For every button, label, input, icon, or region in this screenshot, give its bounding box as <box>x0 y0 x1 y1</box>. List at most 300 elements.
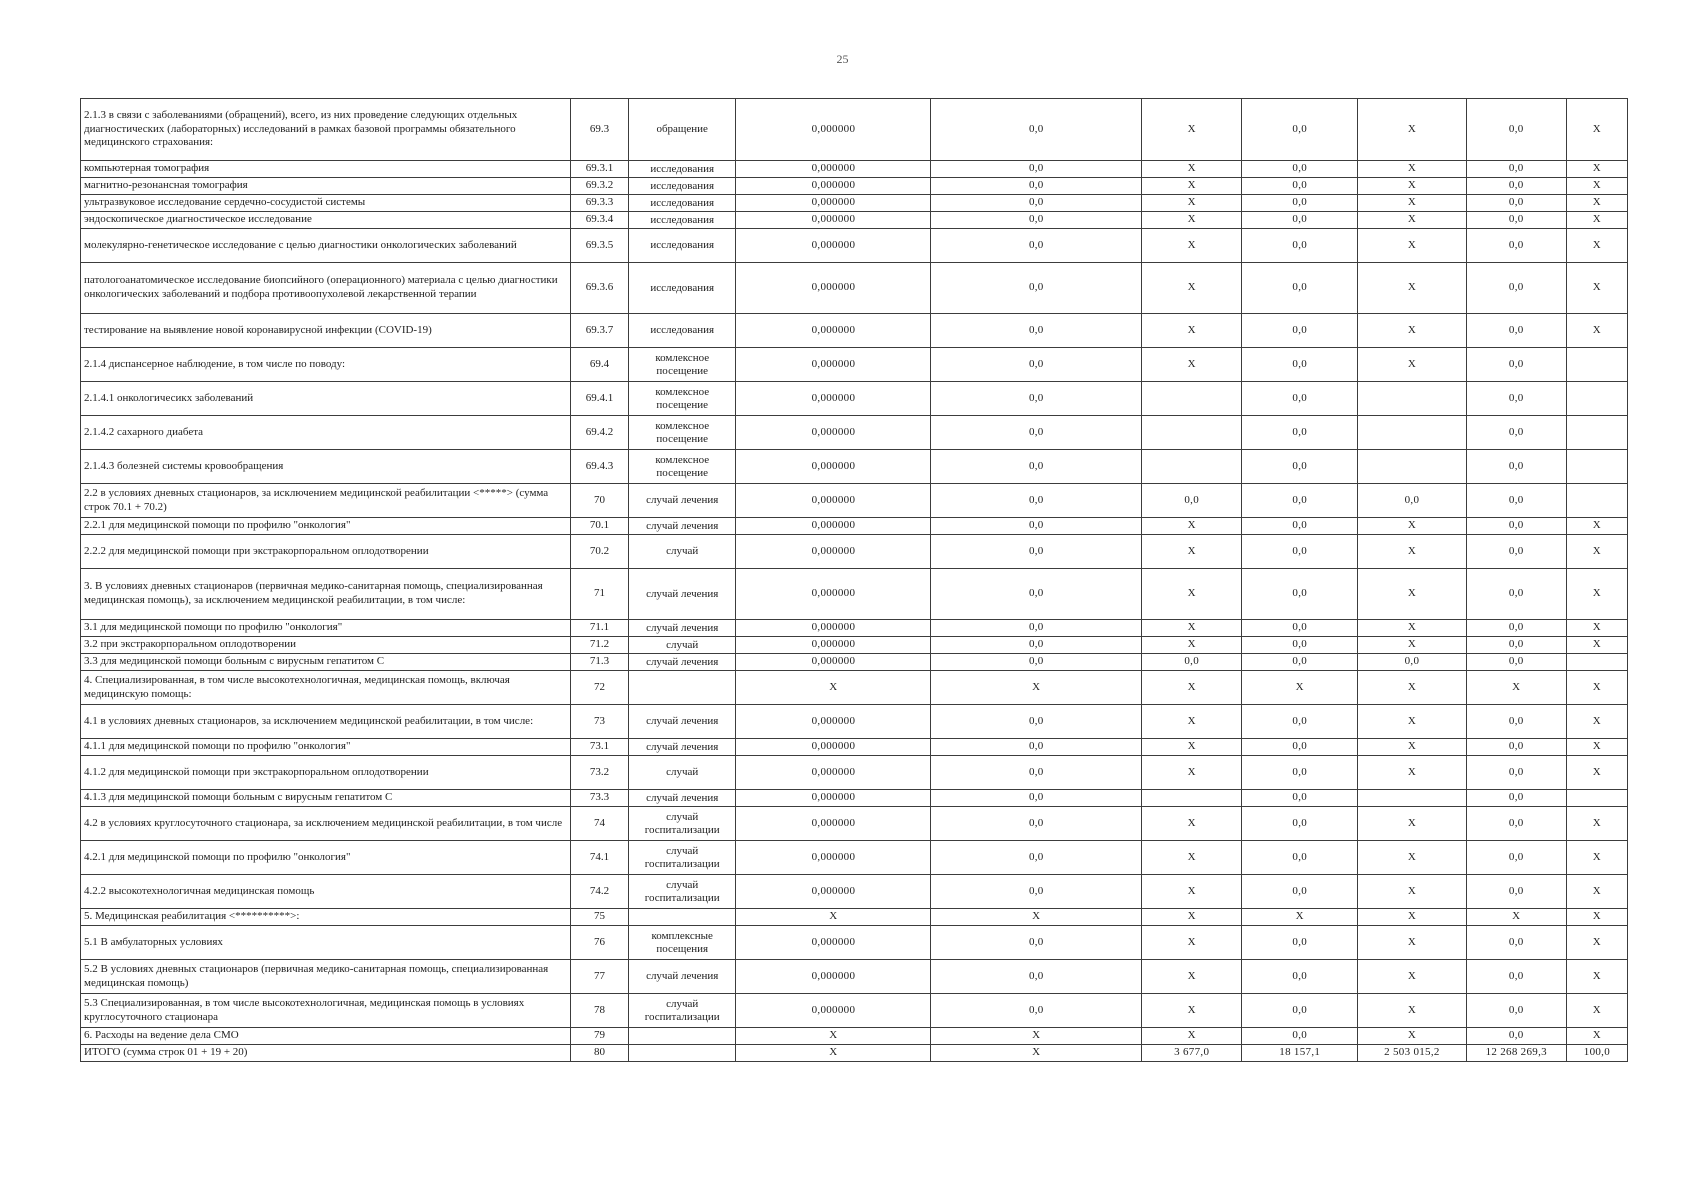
row-unit: случай лечения <box>628 705 735 739</box>
row-number: 71.3 <box>571 654 629 671</box>
cell-col-5: 2 503 015,2 <box>1358 1045 1467 1062</box>
cell-norm: 0,000000 <box>736 314 931 348</box>
cell-col-6: Х <box>1466 909 1566 926</box>
row-unit: случай лечения <box>628 484 735 518</box>
cell-col-2: 0,0 <box>931 637 1142 654</box>
table-row <box>81 416 1628 450</box>
table-row <box>81 807 1628 841</box>
cell-col-3: Х <box>1142 756 1242 790</box>
table-row <box>81 382 1628 416</box>
cell-col-3: Х <box>1142 705 1242 739</box>
cell-col-7: Х <box>1566 263 1627 314</box>
row-number: 78 <box>571 994 629 1028</box>
table-row <box>81 790 1628 807</box>
cell-col-2: 0,0 <box>931 960 1142 994</box>
cell-col-3 <box>1142 382 1242 416</box>
cell-col-3 <box>1142 416 1242 450</box>
cell-col-7: Х <box>1566 909 1627 926</box>
cell-norm: 0,000000 <box>736 382 931 416</box>
cell-col-3: Х <box>1142 875 1242 909</box>
cell-norm: 0,000000 <box>736 195 931 212</box>
cell-col-7: Х <box>1566 739 1627 756</box>
table-row <box>81 263 1628 314</box>
cell-col-3: Х <box>1142 960 1242 994</box>
table-row <box>81 654 1628 671</box>
cell-col-2: 0,0 <box>931 756 1142 790</box>
cell-col-7 <box>1566 790 1627 807</box>
cell-norm: Х <box>736 1045 931 1062</box>
cell-col-7: Х <box>1566 637 1627 654</box>
cell-col-6: 0,0 <box>1466 416 1566 450</box>
row-description: 2.2 в условиях дневных стационаров, за исключением медицинской реабилитации <*****> (сумма строк 70.1 + 70.2) <box>81 484 571 518</box>
cell-col-5: Х <box>1358 314 1467 348</box>
cell-col-7 <box>1566 416 1627 450</box>
row-description: 3. В условиях дневных стационаров (первичная медико-санитарная помощь, специализированная медицинская помощь), за исключением медицинской реабилитации, в том числе: <box>81 569 571 620</box>
cell-col-7 <box>1566 654 1627 671</box>
row-number: 69.4.3 <box>571 450 629 484</box>
cell-col-3: Х <box>1142 671 1242 705</box>
cell-col-5: Х <box>1358 161 1467 178</box>
cell-col-5: Х <box>1358 994 1467 1028</box>
cell-col-3: Х <box>1142 841 1242 875</box>
table-row <box>81 1028 1628 1045</box>
cell-col-2: 0,0 <box>931 229 1142 263</box>
cell-col-5: Х <box>1358 1028 1467 1045</box>
row-description: магнитно-резонансная томография <box>81 178 571 195</box>
cell-col-3 <box>1142 790 1242 807</box>
table-row <box>81 348 1628 382</box>
cell-col-3: Х <box>1142 99 1242 161</box>
cell-norm: 0,000000 <box>736 569 931 620</box>
cell-col-3: Х <box>1142 348 1242 382</box>
cell-norm: 0,000000 <box>736 841 931 875</box>
cell-col-5: Х <box>1358 518 1467 535</box>
cell-col-7: Х <box>1566 99 1627 161</box>
row-description: 5.2 В условиях дневных стационаров (первичная медико-санитарная помощь, специализированная медицинская помощь) <box>81 960 571 994</box>
cell-col-3: Х <box>1142 178 1242 195</box>
row-unit: случай госпитализации <box>628 841 735 875</box>
table-row <box>81 960 1628 994</box>
table-row <box>81 161 1628 178</box>
cell-col-4: 0,0 <box>1242 535 1358 569</box>
cell-col-2: 0,0 <box>931 875 1142 909</box>
cell-norm: 0,000000 <box>736 994 931 1028</box>
cell-col-6: 0,0 <box>1466 841 1566 875</box>
cell-norm: 0,000000 <box>736 654 931 671</box>
row-unit: исследования <box>628 195 735 212</box>
cell-col-3: Х <box>1142 637 1242 654</box>
cell-col-3: Х <box>1142 909 1242 926</box>
row-unit: случай госпитализации <box>628 875 735 909</box>
row-unit <box>628 1028 735 1045</box>
cell-col-7: 100,0 <box>1566 1045 1627 1062</box>
row-unit <box>628 1045 735 1062</box>
table-row <box>81 178 1628 195</box>
cell-col-3: Х <box>1142 569 1242 620</box>
row-description: 4.2 в условиях круглосуточного стационара, за исключением медицинской реабилитации, в том числе <box>81 807 571 841</box>
row-number: 73.2 <box>571 756 629 790</box>
table-row <box>81 314 1628 348</box>
cell-col-4: 0,0 <box>1242 212 1358 229</box>
row-description: 4. Специализированная, в том числе высокотехнологичная, медицинская помощь, включая медицинскую помощь: <box>81 671 571 705</box>
row-number: 69.3.7 <box>571 314 629 348</box>
row-description: 2.2.2 для медицинской помощи при экстракорпоральном оплодотворении <box>81 535 571 569</box>
table-row <box>81 99 1628 161</box>
row-unit: исследования <box>628 212 735 229</box>
row-unit: случай лечения <box>628 739 735 756</box>
table-row <box>81 1045 1628 1062</box>
cell-norm: 0,000000 <box>736 263 931 314</box>
row-unit: случай лечения <box>628 518 735 535</box>
cell-col-2: 0,0 <box>931 620 1142 637</box>
cell-col-5 <box>1358 790 1467 807</box>
cell-col-2: Х <box>931 1045 1142 1062</box>
cell-col-2: 0,0 <box>931 382 1142 416</box>
cell-col-2: 0,0 <box>931 926 1142 960</box>
table-row <box>81 756 1628 790</box>
cell-norm: 0,000000 <box>736 790 931 807</box>
cell-col-4: Х <box>1242 671 1358 705</box>
row-unit: случай лечения <box>628 654 735 671</box>
cell-col-5 <box>1358 450 1467 484</box>
cell-col-2: 0,0 <box>931 212 1142 229</box>
row-unit: случай госпитализации <box>628 994 735 1028</box>
cell-col-5: Х <box>1358 178 1467 195</box>
cell-col-2: Х <box>931 671 1142 705</box>
cell-col-5: Х <box>1358 212 1467 229</box>
cell-col-3: 0,0 <box>1142 484 1242 518</box>
table-row <box>81 637 1628 654</box>
row-number: 69.3.3 <box>571 195 629 212</box>
cell-col-5 <box>1358 382 1467 416</box>
cell-col-2: 0,0 <box>931 348 1142 382</box>
cell-col-4: 0,0 <box>1242 518 1358 535</box>
cell-col-3: Х <box>1142 1028 1242 1045</box>
cell-col-3: Х <box>1142 263 1242 314</box>
cell-col-2: 0,0 <box>931 654 1142 671</box>
cell-col-3: Х <box>1142 994 1242 1028</box>
cell-norm: 0,000000 <box>736 484 931 518</box>
table-body <box>81 99 1628 1062</box>
table-row <box>81 926 1628 960</box>
row-number: 70 <box>571 484 629 518</box>
cell-col-4: 0,0 <box>1242 178 1358 195</box>
row-number: 73 <box>571 705 629 739</box>
cell-col-3: Х <box>1142 739 1242 756</box>
row-description: 5.3 Специализированная, в том числе высокотехнологичная, медицинская помощь в условиях круглосуточного стационара <box>81 994 571 1028</box>
cell-col-4: 0,0 <box>1242 841 1358 875</box>
cell-col-4: 0,0 <box>1242 654 1358 671</box>
row-number: 69.3.4 <box>571 212 629 229</box>
cell-col-6: 0,0 <box>1466 637 1566 654</box>
cell-norm: 0,000000 <box>736 348 931 382</box>
cell-col-6: 0,0 <box>1466 229 1566 263</box>
cell-col-3: Х <box>1142 807 1242 841</box>
cell-col-4: 18 157,1 <box>1242 1045 1358 1062</box>
cell-col-7 <box>1566 484 1627 518</box>
cell-col-3: Х <box>1142 161 1242 178</box>
cell-norm: Х <box>736 909 931 926</box>
row-unit: случай <box>628 756 735 790</box>
cell-norm: Х <box>736 1028 931 1045</box>
cell-col-4: 0,0 <box>1242 195 1358 212</box>
row-description: 4.1.3 для медицинской помощи больным с вирусным гепатитом С <box>81 790 571 807</box>
table-row <box>81 212 1628 229</box>
cell-norm: 0,000000 <box>736 637 931 654</box>
cell-col-7: Х <box>1566 620 1627 637</box>
row-number: 69.4.2 <box>571 416 629 450</box>
cell-col-3: 3 677,0 <box>1142 1045 1242 1062</box>
cell-col-2: 0,0 <box>931 195 1142 212</box>
cell-col-6: 0,0 <box>1466 263 1566 314</box>
cell-col-3: Х <box>1142 926 1242 960</box>
cell-norm: 0,000000 <box>736 161 931 178</box>
cell-col-4: 0,0 <box>1242 263 1358 314</box>
cell-col-7: Х <box>1566 875 1627 909</box>
row-unit: исследования <box>628 263 735 314</box>
cell-col-5: Х <box>1358 926 1467 960</box>
table-row <box>81 229 1628 263</box>
cell-col-4: 0,0 <box>1242 416 1358 450</box>
table-row <box>81 909 1628 926</box>
cell-col-3: Х <box>1142 620 1242 637</box>
cell-col-6: Х <box>1466 671 1566 705</box>
cell-norm: 0,000000 <box>736 99 931 161</box>
row-unit: случай <box>628 637 735 654</box>
cell-col-7: Х <box>1566 178 1627 195</box>
row-description: 2.1.3 в связи с заболеваниями (обращений), всего, из них проведение следующих отдельных диагностических (лабораторных) исследований в рамках базовой программы обязательного медицинского страхования: <box>81 99 571 161</box>
cell-col-3: Х <box>1142 314 1242 348</box>
cell-norm: 0,000000 <box>736 620 931 637</box>
cell-col-5: Х <box>1358 841 1467 875</box>
cell-col-7: Х <box>1566 518 1627 535</box>
cell-col-2: 0,0 <box>931 994 1142 1028</box>
row-unit: комплексные посещения <box>628 926 735 960</box>
table-row <box>81 620 1628 637</box>
row-unit: случай лечения <box>628 569 735 620</box>
row-description: 3.1 для медицинской помощи по профилю "онкология" <box>81 620 571 637</box>
cell-col-4: 0,0 <box>1242 314 1358 348</box>
row-number: 75 <box>571 909 629 926</box>
cell-col-4: 0,0 <box>1242 161 1358 178</box>
cell-col-5: Х <box>1358 195 1467 212</box>
row-number: 77 <box>571 960 629 994</box>
table-row <box>81 450 1628 484</box>
cell-col-4: 0,0 <box>1242 348 1358 382</box>
row-unit: случай лечения <box>628 620 735 637</box>
cell-col-6: 0,0 <box>1466 739 1566 756</box>
cell-col-7: Х <box>1566 535 1627 569</box>
cell-col-6: 0,0 <box>1466 1028 1566 1045</box>
row-description: 2.2.1 для медицинской помощи по профилю "онкология" <box>81 518 571 535</box>
row-unit: случай <box>628 535 735 569</box>
row-unit: исследования <box>628 178 735 195</box>
row-unit: обращение <box>628 99 735 161</box>
cell-col-5: 0,0 <box>1358 484 1467 518</box>
cell-col-4: 0,0 <box>1242 620 1358 637</box>
row-number: 71 <box>571 569 629 620</box>
row-unit: комлексное посещение <box>628 348 735 382</box>
table-row <box>81 569 1628 620</box>
table-row <box>81 535 1628 569</box>
cell-col-7: Х <box>1566 229 1627 263</box>
cell-col-6: 0,0 <box>1466 705 1566 739</box>
cell-col-5 <box>1358 416 1467 450</box>
row-number: 73.3 <box>571 790 629 807</box>
cell-col-2: 0,0 <box>931 569 1142 620</box>
cell-col-2: Х <box>931 1028 1142 1045</box>
cell-norm: 0,000000 <box>736 756 931 790</box>
cell-col-5: Х <box>1358 569 1467 620</box>
table-row <box>81 195 1628 212</box>
cell-col-2: 0,0 <box>931 450 1142 484</box>
cell-col-3: 0,0 <box>1142 654 1242 671</box>
table-row <box>81 841 1628 875</box>
row-description: 4.2.2 высокотехнологичная медицинская помощь <box>81 875 571 909</box>
cell-col-7: Х <box>1566 195 1627 212</box>
cell-col-4: 0,0 <box>1242 382 1358 416</box>
cell-col-2: 0,0 <box>931 535 1142 569</box>
cell-col-2: 0,0 <box>931 416 1142 450</box>
cell-col-6: 0,0 <box>1466 654 1566 671</box>
cell-col-7: Х <box>1566 960 1627 994</box>
row-description: 4.1 в условиях дневных стационаров, за исключением медицинской реабилитации, в том числе: <box>81 705 571 739</box>
cell-col-2: 0,0 <box>931 705 1142 739</box>
row-unit <box>628 671 735 705</box>
cell-col-7: Х <box>1566 671 1627 705</box>
row-number: 69.4 <box>571 348 629 382</box>
row-unit: комлексное посещение <box>628 382 735 416</box>
cell-col-2: 0,0 <box>931 178 1142 195</box>
cell-col-6: 0,0 <box>1466 569 1566 620</box>
cell-col-7: Х <box>1566 314 1627 348</box>
cell-col-4: 0,0 <box>1242 637 1358 654</box>
row-unit: комлексное посещение <box>628 450 735 484</box>
row-description: ИТОГО (сумма строк 01 + 19 + 20) <box>81 1045 571 1062</box>
cell-col-6: 0,0 <box>1466 382 1566 416</box>
cell-col-5: 0,0 <box>1358 654 1467 671</box>
cell-col-4: 0,0 <box>1242 99 1358 161</box>
row-description: тестирование на выявление новой коронавирусной инфекции (COVID-19) <box>81 314 571 348</box>
cell-col-6: 0,0 <box>1466 348 1566 382</box>
cell-col-5: Х <box>1358 756 1467 790</box>
row-number: 71.1 <box>571 620 629 637</box>
cell-col-4: 0,0 <box>1242 484 1358 518</box>
row-description: 4.1.1 для медицинской помощи по профилю "онкология" <box>81 739 571 756</box>
cell-col-4: 0,0 <box>1242 790 1358 807</box>
cell-col-6: 0,0 <box>1466 161 1566 178</box>
row-description: 3.3 для медицинской помощи больным с вирусным гепатитом С <box>81 654 571 671</box>
row-description: 4.2.1 для медицинской помощи по профилю "онкология" <box>81 841 571 875</box>
cell-col-7: Х <box>1566 756 1627 790</box>
cell-col-2: 0,0 <box>931 790 1142 807</box>
cell-col-7 <box>1566 382 1627 416</box>
cell-norm: 0,000000 <box>736 450 931 484</box>
cell-col-6: 0,0 <box>1466 212 1566 229</box>
row-unit: исследования <box>628 229 735 263</box>
row-description: компьютерная томография <box>81 161 571 178</box>
row-number: 80 <box>571 1045 629 1062</box>
row-number: 74.2 <box>571 875 629 909</box>
cell-col-3: Х <box>1142 195 1242 212</box>
row-unit: случай лечения <box>628 790 735 807</box>
cell-col-7: Х <box>1566 807 1627 841</box>
table-row <box>81 518 1628 535</box>
row-number: 79 <box>571 1028 629 1045</box>
cell-col-7: Х <box>1566 705 1627 739</box>
row-description: молекулярно-генетическое исследование с целью диагностики онкологических заболеваний <box>81 229 571 263</box>
cell-col-6: 0,0 <box>1466 790 1566 807</box>
row-description: ультразвуковое исследование сердечно-сосудистой системы <box>81 195 571 212</box>
cell-norm: 0,000000 <box>736 178 931 195</box>
row-number: 72 <box>571 671 629 705</box>
cell-col-4: 0,0 <box>1242 994 1358 1028</box>
row-number: 69.4.1 <box>571 382 629 416</box>
cell-norm: 0,000000 <box>736 212 931 229</box>
row-unit: исследования <box>628 161 735 178</box>
cell-col-4: 0,0 <box>1242 569 1358 620</box>
data-table <box>80 98 1628 1062</box>
cell-col-5: Х <box>1358 263 1467 314</box>
row-unit: случай лечения <box>628 960 735 994</box>
row-description: эндоскопическое диагностическое исследование <box>81 212 571 229</box>
row-number: 76 <box>571 926 629 960</box>
cell-norm: 0,000000 <box>736 535 931 569</box>
cell-norm: 0,000000 <box>736 416 931 450</box>
row-number: 69.3.5 <box>571 229 629 263</box>
row-description: 2.1.4 диспансерное наблюдение, в том числе по поводу: <box>81 348 571 382</box>
cell-col-7: Х <box>1566 1028 1627 1045</box>
cell-norm: 0,000000 <box>736 875 931 909</box>
cell-col-6: 0,0 <box>1466 926 1566 960</box>
cell-col-3 <box>1142 450 1242 484</box>
row-description: патологоанатомическое исследование биопсийного (операционного) материала с целью диагностики онкологических заболеваний и подбора противоопухолевой лекарственной терапии <box>81 263 571 314</box>
cell-col-5: Х <box>1358 875 1467 909</box>
cell-col-7: Х <box>1566 161 1627 178</box>
row-number: 69.3.2 <box>571 178 629 195</box>
cell-col-7: Х <box>1566 212 1627 229</box>
cell-col-6: 0,0 <box>1466 450 1566 484</box>
cell-norm: 0,000000 <box>736 229 931 263</box>
cell-col-4: 0,0 <box>1242 705 1358 739</box>
row-number: 70.2 <box>571 535 629 569</box>
cell-col-2: 0,0 <box>931 739 1142 756</box>
row-description: 6. Расходы на ведение дела СМО <box>81 1028 571 1045</box>
cell-col-5: Х <box>1358 909 1467 926</box>
cell-col-6: 0,0 <box>1466 756 1566 790</box>
table-row <box>81 739 1628 756</box>
cell-col-7: Х <box>1566 994 1627 1028</box>
cell-col-5: Х <box>1358 99 1467 161</box>
page-number: 25 <box>836 52 849 66</box>
cell-col-6: 0,0 <box>1466 195 1566 212</box>
cell-norm: 0,000000 <box>736 807 931 841</box>
cell-norm: 0,000000 <box>736 705 931 739</box>
row-description: 4.1.2 для медицинской помощи при экстракорпоральном оплодотворении <box>81 756 571 790</box>
cell-col-7 <box>1566 348 1627 382</box>
cell-norm: 0,000000 <box>736 739 931 756</box>
row-unit: случай госпитализации <box>628 807 735 841</box>
cell-col-2: 0,0 <box>931 841 1142 875</box>
table-row <box>81 994 1628 1028</box>
cell-col-3: Х <box>1142 212 1242 229</box>
cell-col-4: 0,0 <box>1242 756 1358 790</box>
cell-col-6: 0,0 <box>1466 875 1566 909</box>
cell-col-6: 0,0 <box>1466 314 1566 348</box>
row-description: 5.1 В амбулаторных условиях <box>81 926 571 960</box>
row-description: 2.1.4.2 сахарного диабета <box>81 416 571 450</box>
cell-col-5: Х <box>1358 229 1467 263</box>
